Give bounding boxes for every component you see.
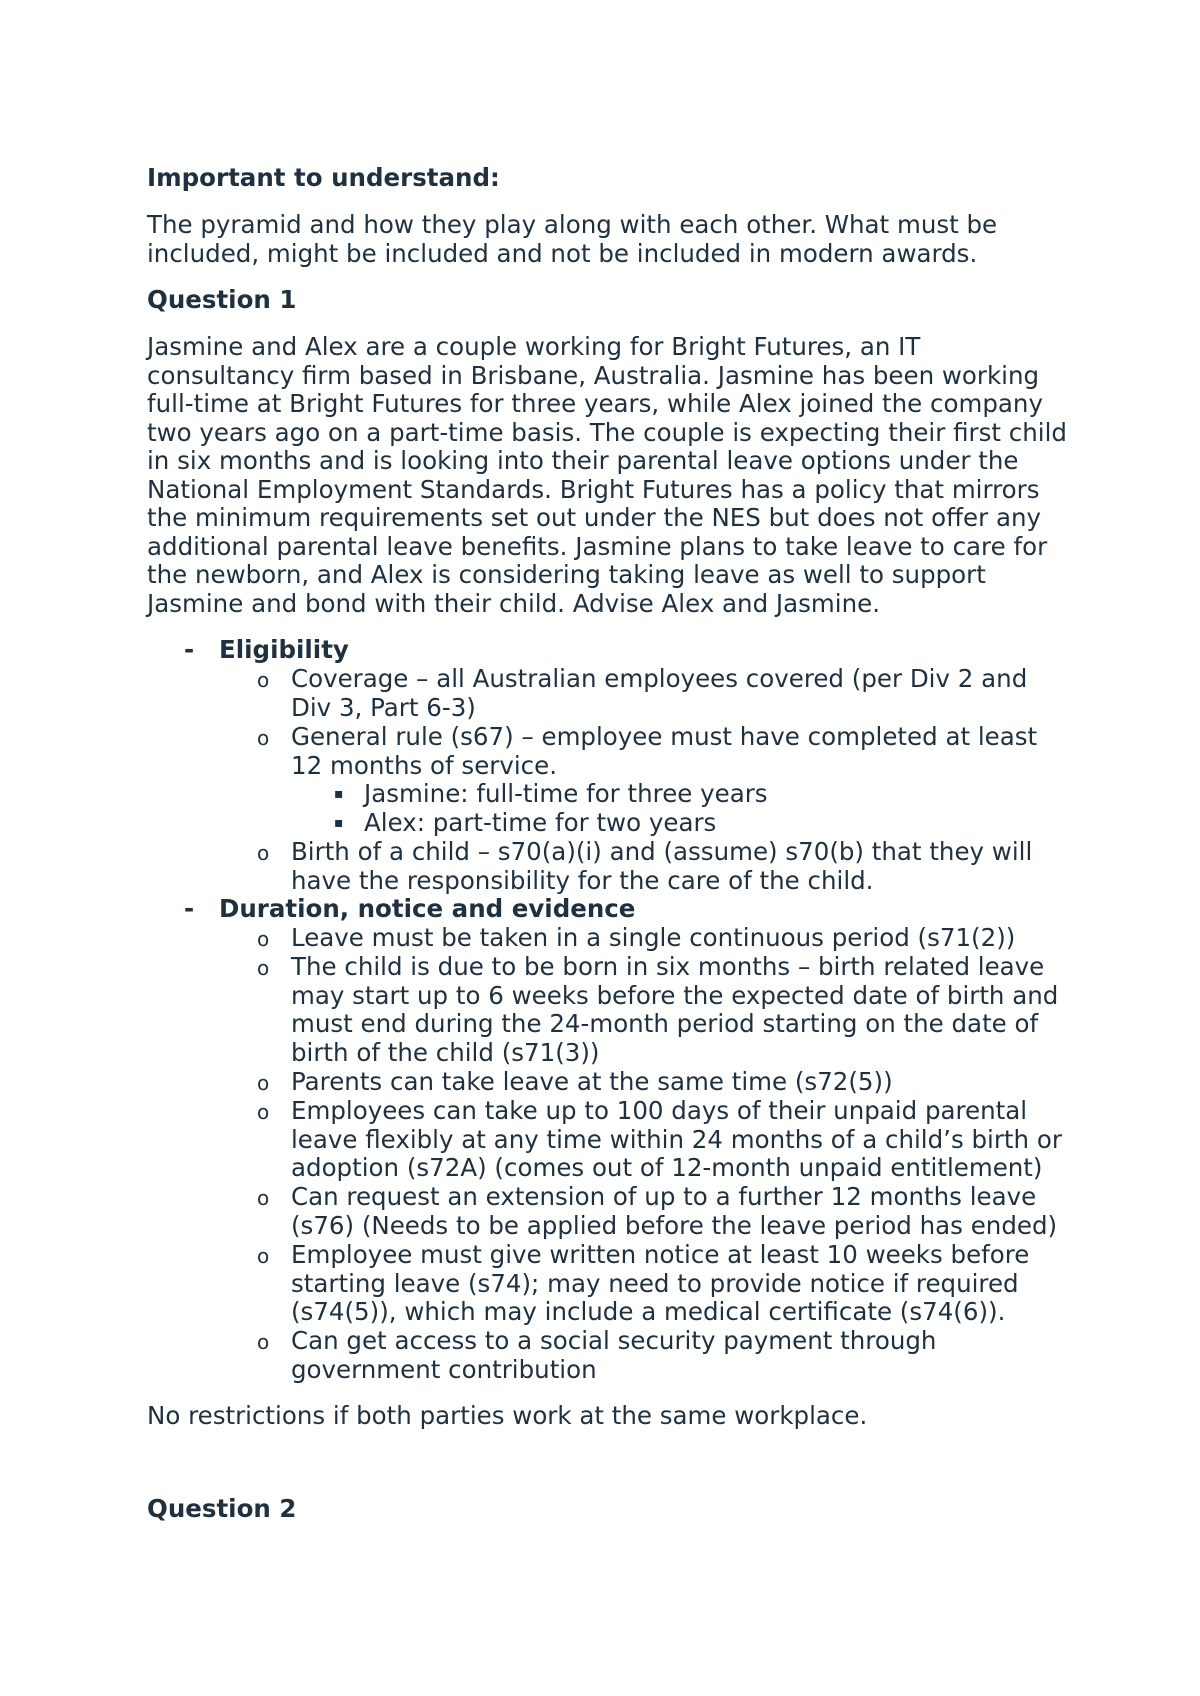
- item-line: starting leave (s74); may need to provide notice if required: [291, 1268, 1019, 1298]
- circle-bullet: o: [257, 1071, 270, 1095]
- q1-line: full-time at Bright Futures for three years, while Alex joined the company: [147, 389, 1043, 418]
- circle-bullet: o: [257, 927, 270, 951]
- item-line: Can request an extension of up to a further 12 months leave: [291, 1182, 1037, 1211]
- dash-bullet: -: [184, 635, 195, 664]
- q1-line: National Employment Standards. Bright Futures has a policy that mirrors: [147, 474, 1040, 504]
- intro-line: included, might be included and not be included in modern awards.: [147, 238, 978, 268]
- item-line: General rule (s67) – employee must have completed at least: [291, 722, 1038, 751]
- item-line: 12 months of service.: [291, 750, 557, 780]
- heading: Important to understand:: [147, 163, 500, 192]
- circle-bullet: o: [257, 1244, 270, 1268]
- item-line: Parents can take leave at the same time (s72(5)): [291, 1067, 893, 1096]
- item-line: government contribution: [291, 1354, 597, 1384]
- question-1-body: [147, 333, 1077, 618]
- item-line: Alex: part-time for two years: [364, 808, 717, 837]
- item-line: Can get access to a social security payment through: [291, 1326, 937, 1355]
- q1-line: the minimum requirements set out under the NES but does not offer any: [147, 503, 1041, 532]
- item-line: adoption (s72A) (comes out of 12-month unpaid entitlement): [291, 1153, 1043, 1182]
- square-bullet: ▪: [334, 815, 344, 831]
- item-line: have the responsibility for the care of the child.: [291, 865, 874, 895]
- section-title: Duration, notice and evidence: [219, 894, 636, 923]
- item-line: (s76) (Needs to be applied before the leave period has ended): [291, 1210, 1058, 1240]
- item-line: Div 3, Part 6-3): [291, 692, 476, 722]
- item-line: Employees can take up to 100 days of their unpaid parental: [291, 1096, 1028, 1125]
- q1-line: additional parental leave benefits. Jasmine plans to take leave to care for: [147, 531, 1048, 561]
- item-line: may start up to 6 weeks before the expected date of birth and: [291, 980, 1059, 1010]
- circle-bullet: o: [257, 1186, 270, 1210]
- circle-bullet: o: [257, 841, 270, 865]
- item-line: (s74(5)), which may include a medical certificate (s74(6)).: [291, 1297, 1006, 1326]
- item-line: Leave must be taken in a single continuous period (s71(2)): [291, 923, 1016, 952]
- item-line: must end during the 24-month period starting on the date of: [291, 1009, 1039, 1038]
- question-1-title: Question 1: [147, 285, 297, 314]
- circle-bullet: o: [257, 1330, 270, 1354]
- dash-bullet: -: [184, 894, 195, 923]
- circle-bullet: o: [257, 726, 270, 750]
- item-line: birth of the child (s71(3)): [291, 1037, 600, 1067]
- item-line: The child is due to be born in six months – birth related leave: [291, 952, 1045, 981]
- item-line: Coverage – all Australian employees covered (per Div 2 and: [291, 664, 1028, 693]
- item-line: Jasmine: full-time for three years: [364, 779, 768, 808]
- section-title: Eligibility: [219, 635, 349, 664]
- q1-line: in six months and is looking into their parental leave options under the: [147, 446, 1019, 475]
- circle-bullet: o: [257, 668, 270, 692]
- item-line: Birth of a child – s70(a)(i) and (assume) s70(b) that they will: [291, 837, 1033, 866]
- q1-line: the newborn, and Alex is considering taking leave as well to support: [147, 560, 986, 589]
- item-line: leave flexibly at any time within 24 months of a child’s birth or: [291, 1124, 1062, 1154]
- closing-paragraph: No restrictions if both parties work at the same workplace.: [147, 1401, 868, 1430]
- circle-bullet: o: [257, 956, 270, 980]
- intro-line: The pyramid and how they play along with each other. What must be: [147, 210, 998, 239]
- intro-paragraph: [147, 211, 1077, 268]
- question-2-title: Question 2: [147, 1494, 297, 1523]
- q1-line: consultancy firm based in Brisbane, Australia. Jasmine has been working: [147, 360, 1040, 390]
- q1-line: two years ago on a part-time basis. The couple is expecting their first child: [147, 417, 1067, 447]
- circle-bullet: o: [257, 1100, 270, 1124]
- item-line: Employee must give written notice at least 10 weeks before: [291, 1240, 1030, 1269]
- q1-line: Jasmine and Alex are a couple working for Bright Futures, an IT: [147, 332, 921, 361]
- square-bullet: ▪: [334, 786, 344, 802]
- q1-line: Jasmine and bond with their child. Advise Alex and Jasmine.: [147, 588, 880, 618]
